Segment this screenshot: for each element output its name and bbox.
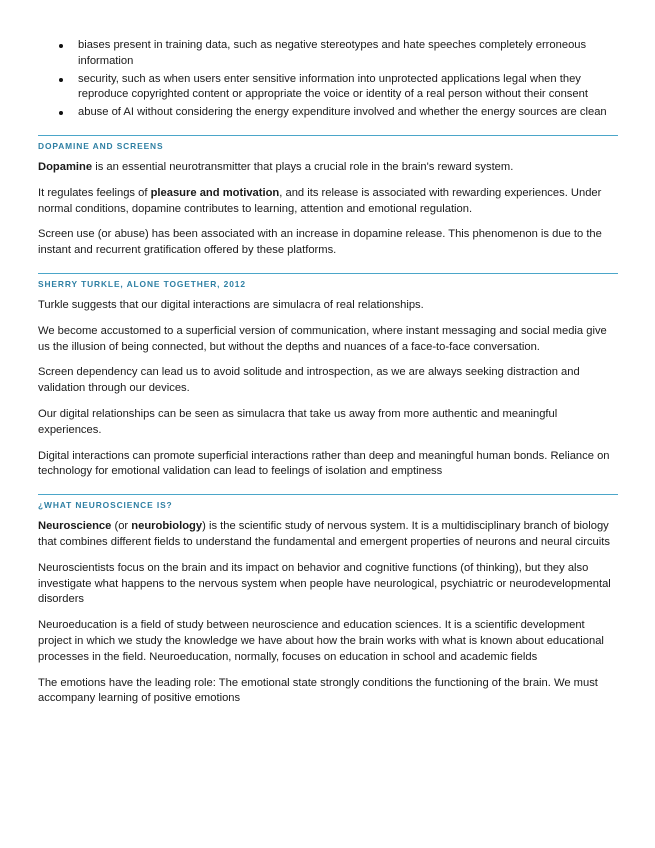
section-heading-neuroscience: ¿WHAT NEUROSCIENCE IS? [38,494,618,511]
bold-term: pleasure and motivation [150,186,280,199]
paragraph: Digital interactions can promote superficial interactions rather than deep and meaningful human bonds. Reliance on technology for emotional validation can lead to feelings of isolation and emptiness [38,449,610,478]
paragraph: The emotions have the leading role: The emotional state strongly conditions the functioning of the brain. We must accompany learning of positive emotions [38,676,598,705]
bullet-list [38,38,618,121]
section-heading-dopamine: DOPAMINE AND SCREENS [38,135,618,152]
list-item: biases present in training data, such as negative stereotypes and hate speeches completely erroneous information [78,38,618,70]
paragraph: Screen use (or abuse) has been associated with an increase in dopamine release. This phenomenon is due to the instant and recurrent gratification offered by these platforms. [38,228,602,257]
paragraph: Screen dependency can lead us to avoid solitude and introspection, as we are always seeking distraction and validation through our devices. [38,366,580,395]
bold-term: Dopamine [38,160,93,173]
paragraph: Dopamine is an essential neurotransmitter that plays a crucial role in the brain's reward system. [38,160,514,173]
paragraph: Turkle suggests that our digital interactions are simulacra of real relationships. [38,298,424,311]
document-page [38,38,618,717]
paragraph: Neuroscience (or neurobiology) is the scientific study of nervous system. It is a multidisciplinary branch of biology that combines different fields to understand the fundamental and emergent properties of neurons and neural circuits [38,520,610,548]
bold-term: neurobiology [131,520,203,533]
paragraph: We become accustomed to a superficial version of communication, where instant messaging and social media give us the illusion of being connected, but without the depths and nuances of a face-to-face conversation. [38,324,607,353]
paragraph: Neuroscientists focus on the brain and its impact on behavior and cognitive functions (of thinking), but they also investigate what happens to the nervous system when people have neurological, psychiatric or neurodevelopmental disorders [38,561,611,606]
section-heading-turkle: SHERRY TURKLE, ALONE TOGETHER, 2012 [38,273,618,290]
bold-term: Neuroscience [38,520,112,533]
paragraph: Neuroeducation is a field of study between neuroscience and education sciences. It is a scientific development project in which we study the knowledge we have about how the brain works with what is known about educational processes in the field. Neuroeducation, normally, focuses on education in school and academic fields [38,619,604,663]
paragraph: Our digital relationships can be seen as simulacra that take us away from more authentic and meaningful experiences. [38,407,558,436]
paragraph: It regulates feelings of pleasure and motivation, and its release is associated with rewarding experiences. Under normal conditions, dopamine contributes to learning, attention and emotional regulation. [38,186,602,215]
list-item: security, such as when users enter sensitive information into unprotected applications legal when they reproduce copyrighted content or appropriate the voice or identity of a real person without their consent [78,72,618,104]
list-item: abuse of AI without considering the energy expenditure involved and whether the energy sources are clean [78,105,618,121]
